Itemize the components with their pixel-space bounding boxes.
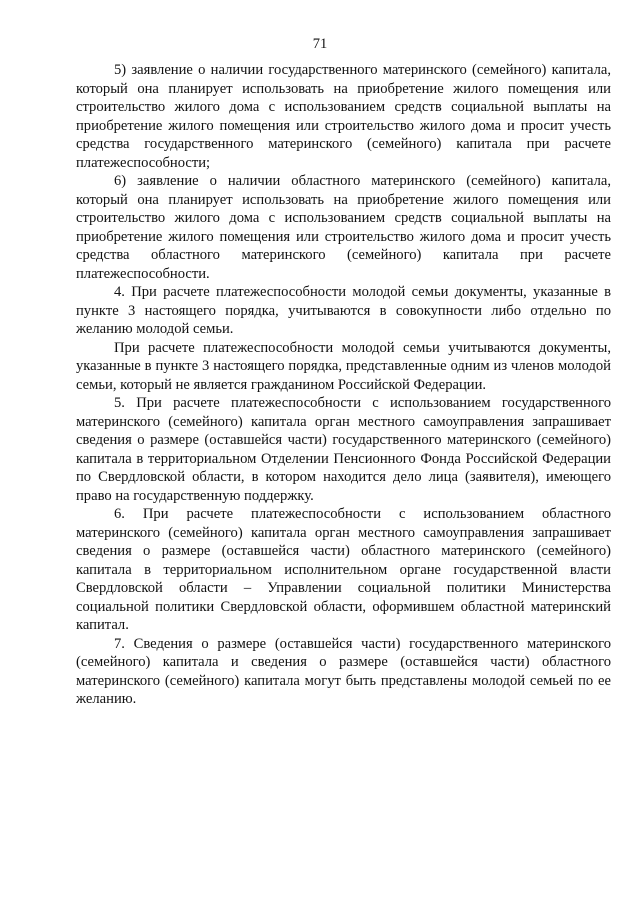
document-body: [76, 61, 611, 709]
paragraph-clause-6: 6. При расчете платежеспособности с использованием областного материнского (семейного) капитала орган местного самоуправления запрашивает сведения о размере (оставшейся части) областного материнского (семейного) капитала в территориальном исполнительном органе государственной власти Свердловской области – Управлении социальной политики Министерства социальной политики Свердловской области, оформившем областной материнский капитал.: [76, 506, 611, 633]
paragraph-clause-5: 5. При расчете платежеспособности с использованием государственного материнского (семейного) капитала орган местного самоуправления запрашивает сведения о размере (оставшейся части) государственного материнского (семейного) капитала в территориальном Отделении Пенсионного Фонда Российской Федерации по Свердловской области, в котором находится дело лица (заявителя), имеющего право на государственную поддержку.: [76, 395, 611, 504]
paragraph-clause-4: 4. При расчете платежеспособности молодой семьи документы, указанные в пункте 3 настоящего порядка, учитываются в совокупности либо отдельно по желанию молодой семьи.: [76, 284, 611, 337]
paragraph-clause-4-continuation: При расчете платежеспособности молодой семьи учитываются документы, указанные в пункте 3 настоящего порядка, представленные одним из членов молодой семьи, который не является гражданином Российской Федерации.: [76, 339, 611, 393]
page-number: 71: [312, 36, 328, 52]
paragraph-item-5-state-capital: 5) заявление о наличии государственного материнского (семейного) капитала, который она планирует использовать на приобретение жилого помещения или строительство жилого дома с использованием средств социальной выплаты на приобретение жилого помещения или строительство жилого дома и просит учесть средства государственного материнского (семейного) капитала при расчете платежеспособности;: [76, 62, 611, 171]
paragraph-clause-7: 7. Сведения о размере (оставшейся части) государственного материнского (семейного) капитала и сведения о размере (оставшейся части) областного материнского (семейного) капитала могут быть представлены молодой семьей по ее желанию.: [76, 635, 611, 707]
paragraph-item-6-regional-capital: 6) заявление о наличии областного материнского (семейного) капитала, который она планирует использовать на приобретение жилого помещения или строительство жилого дома с использованием средств социальной выплаты на приобретение жилого помещения или строительство жилого дома и просит учесть средства областного материнского (семейного) капитала при расчете платежеспособности.: [76, 173, 611, 282]
